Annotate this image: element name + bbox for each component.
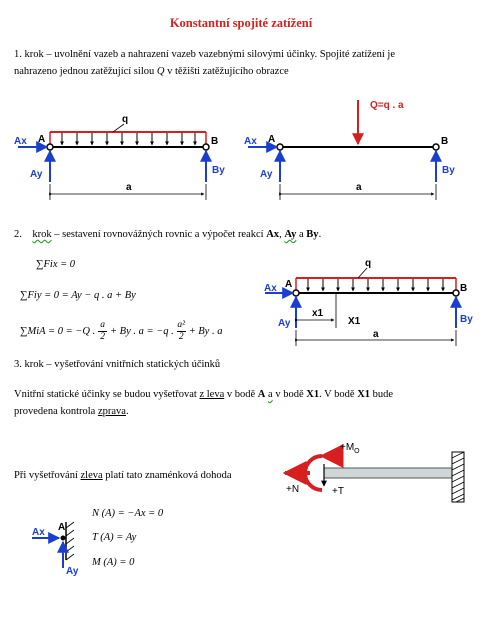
point-B-right: B bbox=[441, 136, 449, 147]
label-by-right: By bbox=[442, 165, 455, 176]
label-ax-right: Ax bbox=[244, 136, 257, 147]
beam-left-group bbox=[14, 114, 225, 200]
svg-text:By: By bbox=[460, 314, 473, 325]
page-title: Konstantní spojité zatížení bbox=[169, 16, 313, 30]
dim-a-left: a bbox=[126, 182, 132, 193]
svg-text:A: A bbox=[285, 279, 293, 290]
sign-convention-text: Při vyšetřování zleva platí tato znaménková dohoda bbox=[14, 470, 232, 481]
label-ay-right: Ay bbox=[260, 169, 273, 180]
step3-heading: 3. krok – vyšetřování vnitřních statických účinků bbox=[14, 359, 221, 370]
label-Q: Q=q . a bbox=[370, 100, 404, 111]
step1-paragraph bbox=[14, 46, 466, 80]
step1-line2: nahrazeno jednou zatěžující silou Q v těžišti zatěžujícího obrazce bbox=[14, 66, 289, 77]
dim-a-right: a bbox=[356, 182, 362, 193]
svg-text:A: A bbox=[58, 522, 66, 533]
label-mo: $+M_O$ bbox=[340, 442, 360, 455]
load-label-q: q bbox=[122, 114, 129, 125]
eq-moment: M (A) = 0 bbox=[92, 557, 135, 568]
eq-shear-force: T (A) = Ay bbox=[92, 532, 137, 543]
point-A-right: A bbox=[268, 134, 276, 145]
load-arrows-left bbox=[62, 133, 195, 145]
beam-right-group bbox=[244, 100, 455, 200]
svg-text:X1: X1 bbox=[348, 316, 361, 327]
eq-normal-force: N (A) = −Ax = 0 bbox=[92, 508, 164, 519]
equation-sum-fx: ∑Fix = 0 bbox=[36, 259, 76, 270]
label-ax-left: Ax bbox=[14, 136, 27, 147]
svg-text:Ax: Ax bbox=[264, 283, 277, 294]
svg-text:x1: x1 bbox=[312, 308, 324, 319]
step2-heading: 2. krok – sestavení rovnovážných rovnic a výpočet reakcí Ax, Ay a By. bbox=[14, 229, 322, 240]
analysis-paragraph: Vnitřní statické účinky se budou vyšetřovat z leva v bodě A a v bodě X1. V bodě X1 bude provedena kontrola zprava. bbox=[14, 389, 394, 417]
sign-convention-diagram bbox=[280, 436, 470, 508]
beam-diagram-top bbox=[0, 100, 482, 225]
point-A-left: A bbox=[38, 134, 46, 145]
label-ay-left: Ay bbox=[30, 169, 43, 180]
svg-text:Ay: Ay bbox=[278, 318, 291, 329]
point-B-left: B bbox=[211, 136, 219, 147]
step1-line1: 1. krok – uvolnění vazeb a nahrazení vazeb vazebnými silovými účinky. Spojité zatížení je bbox=[14, 49, 395, 60]
svg-text:a: a bbox=[373, 329, 379, 340]
equation-sum-ma: ∑MiA = 0 = −Q . a 2 + By . a = −q . a² 2 + By . a bbox=[20, 320, 223, 342]
equation-sum-fy: ∑Fiy = 0 = Ay − q . a + By bbox=[20, 290, 136, 301]
beam-bar bbox=[324, 468, 452, 478]
svg-text:Ax: Ax bbox=[32, 527, 45, 538]
label-t: +T bbox=[332, 486, 344, 497]
label-by-left: By bbox=[212, 165, 225, 176]
svg-text:B: B bbox=[460, 283, 468, 294]
svg-text:Ay: Ay bbox=[66, 566, 79, 577]
support-diagram-bottom bbox=[28, 516, 88, 578]
svg-text:q: q bbox=[365, 258, 372, 269]
beam-diagram-middle bbox=[240, 254, 480, 350]
label-n: +N bbox=[286, 484, 300, 495]
